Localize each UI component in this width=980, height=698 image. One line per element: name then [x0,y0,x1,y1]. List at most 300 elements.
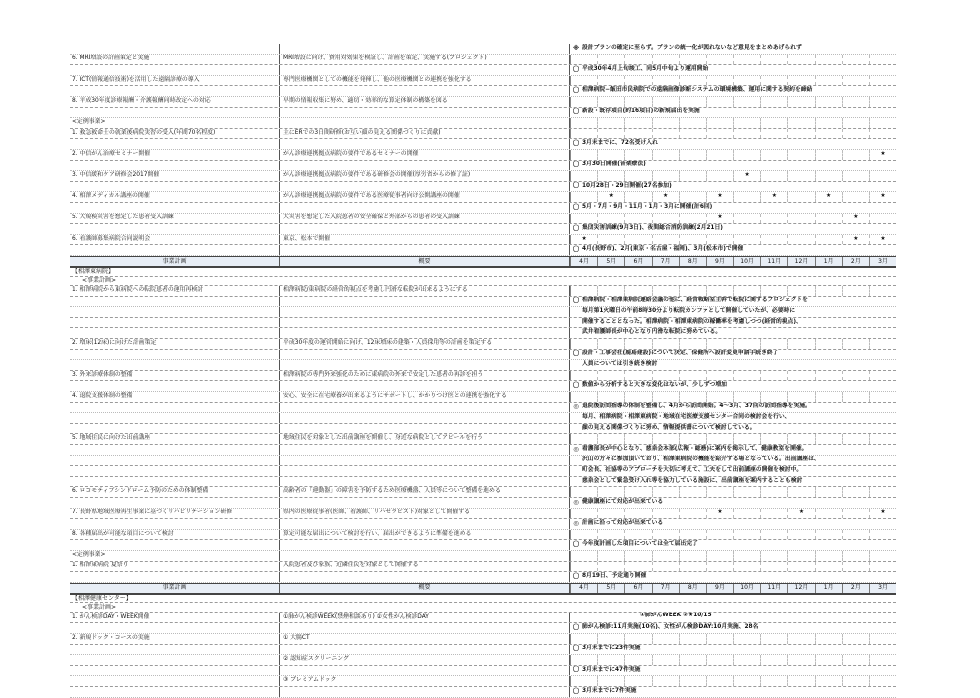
month-cell [842,118,869,128]
result-note: 数値から分析すると大きな変化はないが、少しずつ増加 [582,382,727,389]
month-cell [706,129,733,139]
result-cell [570,655,896,665]
plan-cell [70,666,280,676]
month-cell [652,214,679,224]
month-cell [787,286,814,296]
month-cell [760,655,787,665]
table-row [70,192,896,203]
month-grid [570,676,896,686]
table-row [70,551,896,562]
overview-cell: がん診療連携拠点病院の要件である研修会の開催(厚労省からの修了証) [280,171,570,181]
month-cell [706,97,733,107]
plan-cell [70,108,280,118]
plan-cell [70,224,280,234]
plan-cell: 5. 地域住民に向けた出前講座 [70,434,280,444]
status-mark: 〇 [572,108,580,116]
month-grid [570,613,896,623]
month-cell [733,76,760,86]
month-cell [679,235,706,245]
table-row [70,572,896,583]
plan-cell: 6. MRI増設の計画策定と実施 [70,55,280,65]
month-cell: ★ [706,509,733,519]
result-cell [570,562,896,572]
month-cell [624,509,651,519]
month-cell [570,392,597,402]
header-months [570,257,896,266]
overview-cell [280,540,570,550]
month-cell [706,676,733,686]
month-cell [815,118,842,128]
month-cell [652,129,679,139]
month-cell [570,150,597,160]
month-cell [679,371,706,381]
month-cell [597,171,624,181]
result-cell [570,318,896,328]
table-row [70,214,896,225]
month-cell [624,551,651,561]
plan-cell [70,86,280,96]
month-cell [733,509,760,519]
result-cell [570,297,896,307]
month-cell [815,235,842,245]
status-mark: ◎ [573,519,579,527]
month-cell [624,371,651,381]
table-row [70,360,896,371]
month-cell [597,562,624,572]
overview-cell: 早期の情報収集に努め、適切・効率的な算定体制の構築を図る [280,97,570,107]
table-row [70,182,896,193]
month-cell [842,339,869,349]
month-cell [815,129,842,139]
overview-cell: 専門医療機関としての機能を発揮し、他の医療機関との連携を強化する [280,76,570,86]
plan-cell [70,572,280,582]
month-cell [760,171,787,181]
month-cell [842,129,869,139]
overview-cell [280,139,570,149]
overview-cell: 主にERでの3日間研修(お互い顔の見える関係づくりに貢献) [280,129,570,139]
month-cell [624,214,651,224]
month-cell [570,339,597,349]
month-cell [869,339,896,349]
plan-cell: 6. 看護師募集病院合同説明会 [70,235,280,245]
table-row [70,445,896,456]
month-cell [679,655,706,665]
result-cell [570,445,896,455]
table-row [70,108,896,119]
overview-cell [280,161,570,171]
table-row [70,434,896,445]
table-row [70,307,896,318]
plan-cell: 5. 大規模災害を想定した患者受入訓練 [70,214,280,224]
overview-cell [280,666,570,676]
month-cell [787,487,814,497]
month-cell [815,214,842,224]
month-cell [570,509,597,519]
result-cell [570,65,896,75]
plan-cell [70,413,280,423]
month-cell [815,530,842,540]
status-mark: 〇 [572,161,580,169]
result-note: 3月末までに、72名受け入れ [582,140,658,147]
month-grid [570,551,896,561]
overview-cell [280,307,570,317]
month-cell [624,434,651,444]
month-cell [570,634,597,644]
month-cell [760,214,787,224]
month-cell [706,76,733,86]
header-overview: 概要 [280,257,570,266]
month-cell [815,551,842,561]
month-cell [842,530,869,540]
table-row [70,150,896,161]
header-overview: 概要 [280,584,570,593]
overview-cell [280,519,570,529]
month-cell [570,286,597,296]
result-note: 集団災害訓練(9月3日)、夜間総合消防訓練(2月21日) [582,225,723,232]
month-cell [760,339,787,349]
month-cell [597,286,624,296]
table-row [70,540,896,551]
status-mark: ◎ [573,403,579,411]
month-cell [570,214,597,224]
table-row [70,466,896,477]
month-cell [760,55,787,65]
month-cell [652,235,679,245]
month-grid [570,214,896,224]
month-cell [787,339,814,349]
overview-cell: MRI増設に向け、費用対効果を検証し、計画を策定、実施する(プロジェクト) [280,55,570,65]
month-cell: ★ [706,192,733,202]
month-header: 1月 [815,257,842,266]
month-grid [570,655,896,665]
month-header: 10月 [733,584,760,593]
result-note: 平成30年4月上旬竣工、同5月中旬より運用開始 [582,66,709,73]
section-title-row [70,603,896,613]
result-cell [570,540,896,550]
month-cell [869,129,896,139]
month-cell [679,192,706,202]
result-cell [570,360,896,370]
month-cell [706,55,733,65]
plan-cell [70,477,280,487]
month-cell [706,434,733,444]
month-cell [842,434,869,444]
result-cell [570,456,896,466]
plan-cell [70,161,280,171]
result-note: 3月末までに47件実施 [582,666,641,673]
result-cell [570,328,896,338]
result-note: 3月末までに7件実施 [582,687,637,694]
month-cell [733,634,760,644]
month-cell [815,97,842,107]
month-cell [760,434,787,444]
month-cell [760,76,787,86]
table-header-row [70,583,896,594]
section-title: <事業計画> [82,276,117,284]
month-grid [570,562,896,572]
month-header: 7月 [652,584,679,593]
month-grid [570,371,896,381]
result-cell [570,150,896,160]
plan-cell: 2. 中信がん治療セミナー開催 [70,150,280,160]
result-note: 毎月第1火曜日の午前8時30分より転院カンファとして開催していたが、必要時に [582,308,796,315]
month-cell [842,171,869,181]
plan-cell [70,139,280,149]
plan-cell [70,318,280,328]
plan-cell: 8. 平成30年度診療報酬・介護報酬同時改定への対応 [70,97,280,107]
table-row [70,350,896,361]
month-cell [869,171,896,181]
result-note: 計画に沿って対応が出来ている [582,520,664,527]
header-months [570,584,896,593]
month-cell [597,150,624,160]
month-cell [597,214,624,224]
month-cell [570,530,597,540]
result-note: 今年度計画した項目については全て届出完了 [582,541,698,548]
schedule-note: ①肺がんWEEK ②★10/15 [640,612,712,618]
result-cell [570,487,896,497]
month-header: 1月 [815,584,842,593]
month-cell [679,676,706,686]
month-cell [570,97,597,107]
month-cell [679,392,706,402]
month-cell [706,171,733,181]
month-grid [570,171,896,181]
month-cell [706,562,733,572]
month-cell [760,371,787,381]
overview-cell [280,328,570,338]
plan-cell [70,328,280,338]
month-cell [787,192,814,202]
overview-cell: 算定可能な届出について検討を行い、届出ができるように準備を進める [280,530,570,540]
overview-cell [280,477,570,487]
table-row [70,477,896,488]
month-cell [597,339,624,349]
overview-cell [280,350,570,360]
month-cell: ★ [869,509,896,519]
result-cell [570,235,896,245]
month-cell [652,339,679,349]
result-cell [570,623,896,633]
month-cell [597,55,624,65]
table-row [70,339,896,350]
result-note: 10月28日・29日開催(27名参加) [582,182,672,189]
table-row [70,456,896,467]
table-row [70,498,896,509]
result-cell [570,434,896,444]
month-cell [706,118,733,128]
plan-cell: 2. 増床(12床)に向けた計画策定 [70,339,280,349]
result-cell [570,551,896,561]
section-title: 【相澤東病院】 [70,267,896,276]
month-cell [679,286,706,296]
month-cell [869,97,896,107]
plan-cell [70,245,280,255]
table-row [70,86,896,97]
result-note: 開催することとなった。相澤病院・相澤東病院の稼働率を考慮しつつ(経営的視点)、 [582,318,802,325]
month-header: 2月 [842,584,869,593]
month-cell [733,530,760,540]
table-row [70,328,896,339]
month-cell [733,286,760,296]
month-cell: ★ [652,192,679,202]
result-cell [570,214,896,224]
month-cell [869,286,896,296]
result-cell [570,392,896,402]
month-header: 5月 [597,257,624,266]
result-note: 退院後訪問指導の体制を整備し、4月から訪問開始。4〜3月、37回の訪問指導を実施。 [582,403,811,410]
result-cell [570,161,896,171]
result-cell [570,381,896,391]
month-grid [570,634,896,644]
month-cell [652,676,679,686]
month-cell [570,55,597,65]
month-cell [815,655,842,665]
result-note: 設計プランの確定に至らず。プランの統一化が図れないなど意見をまとめあげられず [582,44,802,51]
month-cell [706,487,733,497]
month-cell: ★ [597,192,624,202]
month-cell [787,634,814,644]
month-cell [706,392,733,402]
month-cell [597,676,624,686]
month-cell [869,655,896,665]
overview-cell: 平成30年度の運営開始に向け、12床増床の建築・人員採用等の計画を策定する [280,339,570,349]
month-cell [706,150,733,160]
month-header: 4月 [570,257,597,266]
month-cell [652,509,679,519]
plan-cell [70,676,280,686]
month-cell [787,55,814,65]
plan-cell [70,519,280,529]
month-cell [842,286,869,296]
overview-cell [280,456,570,466]
month-cell [815,339,842,349]
month-cell [570,562,597,572]
month-cell [624,676,651,686]
month-cell [733,551,760,561]
month-cell [815,171,842,181]
month-cell [842,655,869,665]
result-cell [570,424,896,434]
result-note: 顔の見える関係づくりに努め、情報提供書について検討している。 [582,424,756,431]
month-cell [869,634,896,644]
table-row [70,97,896,108]
plan-cell: 2. 新規ドック・コースの実施 [70,634,280,644]
month-cell [652,551,679,561]
result-cell [570,224,896,234]
month-cell [760,97,787,107]
month-header: 3月 [869,257,896,266]
month-cell [869,76,896,86]
month-cell [570,487,597,497]
overview-cell: ① 大腸CT [280,634,570,644]
result-cell [570,97,896,107]
month-cell [570,434,597,444]
table-row [70,139,896,150]
month-cell [597,118,624,128]
month-cell [787,371,814,381]
overview-cell [280,381,570,391]
month-header: 11月 [760,257,787,266]
month-cell [815,676,842,686]
table-row [70,519,896,530]
month-cell [787,97,814,107]
result-cell [570,687,896,697]
month-cell [624,487,651,497]
month-cell [733,392,760,402]
month-cell [624,530,651,540]
month-cell: ★ [787,509,814,519]
month-grid [570,339,896,349]
month-cell [706,530,733,540]
overview-cell [280,360,570,370]
month-cell [842,551,869,561]
result-cell [570,44,896,54]
result-note: 武井看護師長が中心となり円滑な転院に努めている。 [582,329,722,336]
month-header: 9月 [706,257,733,266]
table-row [70,286,896,297]
month-cell [815,634,842,644]
month-cell [597,129,624,139]
section-title-row [70,277,896,287]
month-cell [679,339,706,349]
table-row [70,666,896,677]
status-mark: ◎ [573,445,579,453]
overview-cell [280,65,570,75]
month-cell [624,55,651,65]
month-cell [706,655,733,665]
month-cell [679,214,706,224]
month-cell [570,171,597,181]
table-row [70,530,896,541]
month-cell [679,530,706,540]
table-row [70,118,896,129]
table-row [70,129,896,140]
month-cell [760,118,787,128]
month-cell [760,235,787,245]
month-cell [679,171,706,181]
month-cell [815,150,842,160]
month-cell [842,97,869,107]
status-mark: 〇 [572,87,580,95]
result-note: 相澤病院−飯田市民病院での遠隔画像診断システムの環境構築、運用に関する契約を締結 [582,87,813,94]
month-cell [815,392,842,402]
result-note: 新設・既存項目(約16項目)の新規届出を実施 [582,108,700,115]
plan-cell [70,466,280,476]
table-row [70,562,896,573]
month-cell [842,634,869,644]
result-note: 4月(長野市)、2月(東京・名古屋・福岡)、3月(松本市)で開催 [582,246,744,253]
month-cell [597,655,624,665]
month-cell [787,676,814,686]
month-cell [869,530,896,540]
result-cell [570,403,896,413]
plan-cell [70,307,280,317]
month-cell [733,676,760,686]
plan-cell [70,44,280,54]
plan-cell [70,445,280,455]
overview-cell [280,551,570,561]
month-cell [787,562,814,572]
plan-cell [70,65,280,75]
status-mark: 〇 [572,65,580,73]
overview-cell: 大災害を想定した入院患者の安全確保と外部からの患者の受入訓練 [280,214,570,224]
month-cell [869,434,896,444]
month-cell [787,235,814,245]
plan-cell [70,360,280,370]
month-cell [733,150,760,160]
overview-cell [280,498,570,508]
